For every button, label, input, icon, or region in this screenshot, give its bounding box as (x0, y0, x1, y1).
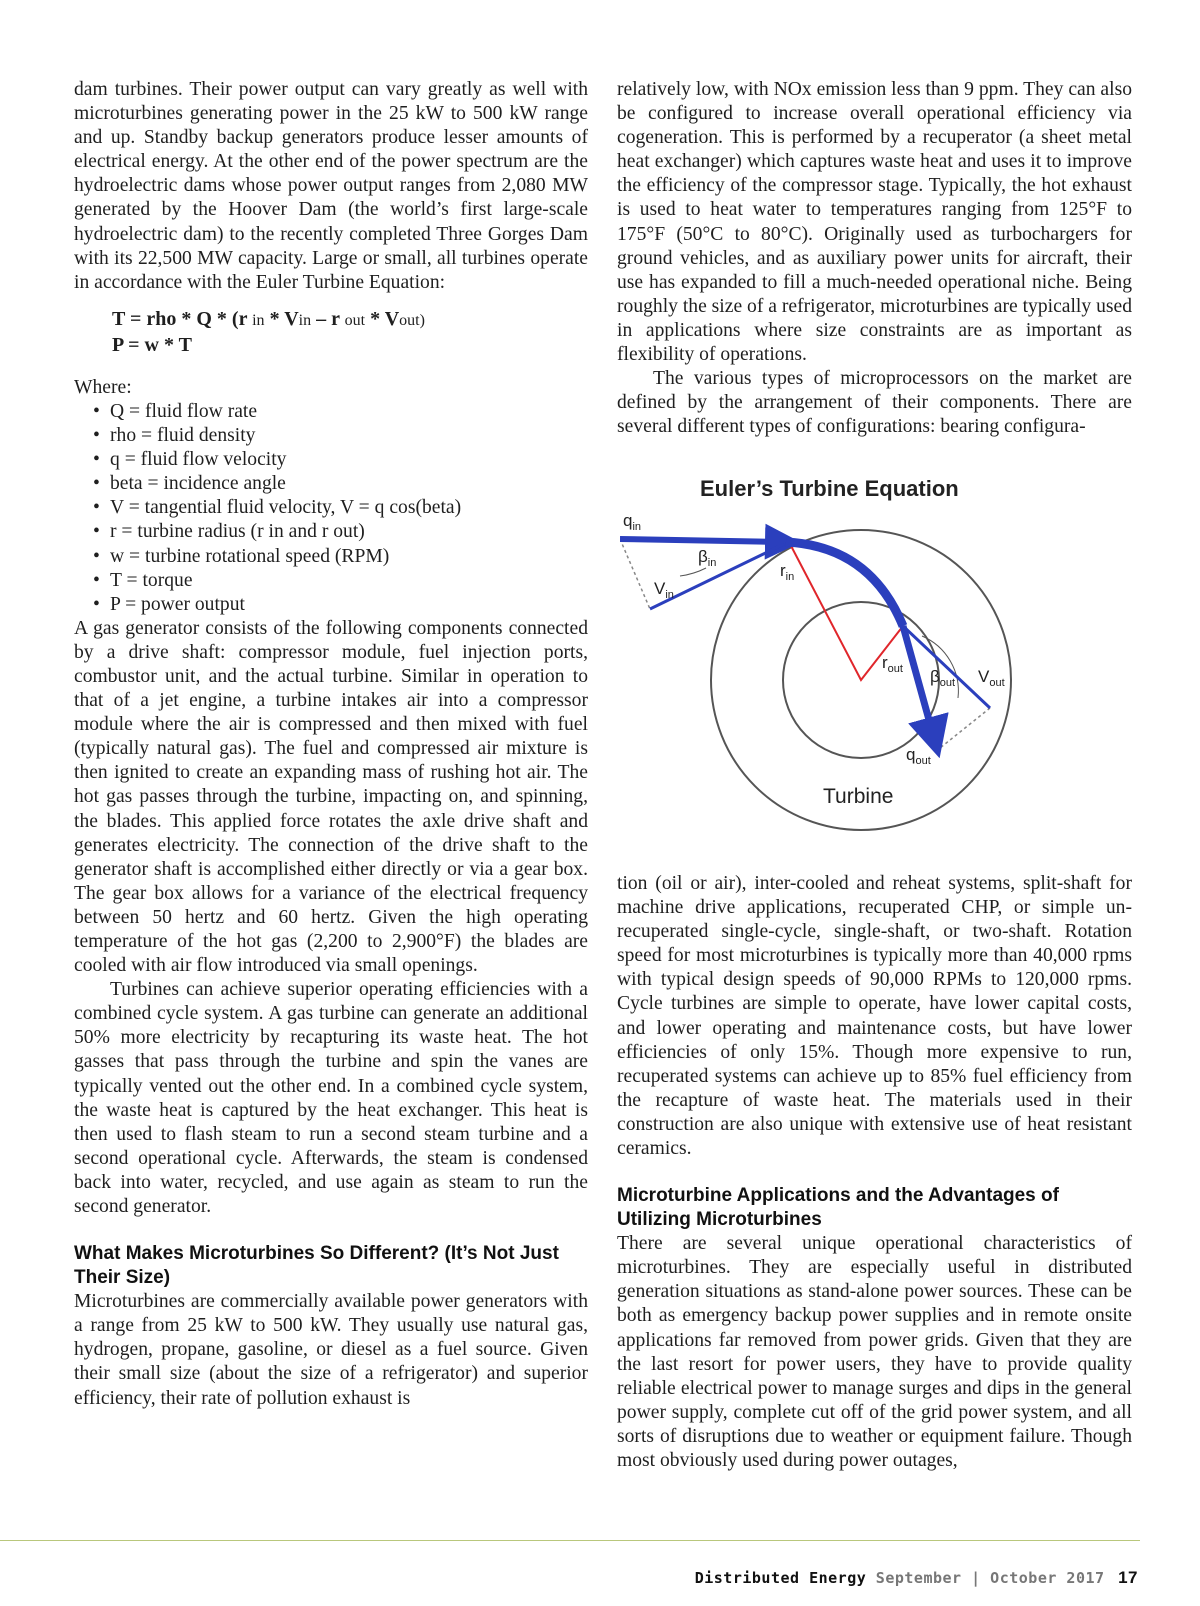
right-paragraph-3: tion (oil or air), inter-cooled and reheat systems, split-shaft for machine drive applications, recuperated CHP, or simple un-recuperated single-cycle, single-shaft, or two-shaft. Rotation speed for most microturbines is typically more than 40,000 rpms with typical design speeds of 90,000 RPMs to 120,000 rpms. Cycle turbines are simple to operate, have lower capital costs, and lower operating and maintenance costs, but have lower efficiencies of only 15%. Though more expensive to run, recuperated systems can achieve up to 85% fuel efficiency from the recapture of waste heat. The materials used in their construction are also unique with extensive use of heat resistant ceramics. (617, 873, 1132, 1160)
left-paragraph-1: dam turbines. Their power output can vary greatly as well with microturbines generating power in the 25 kW to 500 kW range and up. Standby backup generators produce lesser amounts of electrical energy. At the other end of the power spectrum are the hydroelectric dams whose power output ranges from 2,080 MW generated by the Hoover Dam (the world’s first large-scale hydroelectric dam) to the recently completed Three Gorges Dam with its 22,500 MW capacity. Large or small, all turbines operate in accordance with the Euler Turbine Equation: (74, 79, 588, 293)
equation-line-2: P = w * T (112, 333, 192, 356)
beta-in-arc (680, 568, 706, 576)
right-paragraph-1: relatively low, with NOx emission less than 9 ppm. They can also be configured to increase overall operational efficiency via cogeneration. This is performed by a recuperator (a sheet metal heat exchanger) which captures waste heat and uses it to improve the efficiency of the compressor stage. Typically, the hot exhaust is used to heat water to temperatures ranging from 125°F to 175°F (50°C to 80°C). Originally used as turbochargers for ground vehicles, and as auxiliary power units for aircraft, their use has expanded to fill a much-needed operational niche. Being roughly the size of a refrigerator, microturbines are typically used in applications where size constraints are as important as flexibility of operations. (617, 79, 1132, 366)
left-paragraph-2: A gas generator consists of the following components connected by a drive shaft: compressor module, fuel injection ports, combustor unit, and the actual turbine. Similar in operation to that of a jet engine, a turbine intakes air into a compressor module where the air is compressed and then mixed with fuel (typically natural gas). The fuel and compressed air mixture is then ignited to create an expanding mass of rushing hot air. The hot gas passes through the turbine, impacting on, and spinning, the blades. This applied force rotates the axle drive shaft and generates electricity. The connection of the drive shaft to the generator shaft is accomplished either directly or via a gear box. The gear box allows for a variance of the electrical frequency between 50 hertz and 60 hertz. Given the high operating temperature of the hot gas (2,200 to 2,900°F) the blades are cooled with air flow introduced via small openings. (74, 617, 588, 977)
list-item: • beta = incidence angle (110, 472, 588, 496)
label-beta-in: $\beta_{in}$ (698, 547, 717, 569)
label-v-in: $V_{in}$ (654, 579, 674, 601)
right-paragraph-2: The various types of microprocessors on the market are defined by the arrangement of their components. There are several different types of configurations: bearing configura- (617, 368, 1132, 438)
section-heading-applications: Microturbine Applications and the Advantages of Utilizing Microturbines (617, 1185, 1059, 1231)
left-column (74, 78, 588, 1411)
euler-diagram (620, 476, 1060, 856)
label-v-out: $V_{out}$ (978, 667, 1005, 689)
left-paragraph-3: Turbines can achieve superior operating efficiencies with a combined cycle system. A gas turbine can generate an additional 50% more electricity by recapturing its waste heat. The hot gasses that pass through the turbine and spin the vanes are typically vented out the other end. In a combined cycle system, the waste heat is captured by the heat exchanger. This heat is then used to flash steam to run a second steam turbine and a second operational cycle. Afterwards, the steam is condensed back into water, recycled, and use again as steam to run the second generator. (74, 979, 588, 1218)
label-q-in: $q_{in}$ (623, 511, 642, 533)
blade-path (786, 542, 903, 626)
v-out-projection (940, 708, 990, 748)
euler-turbine-figure (620, 476, 1060, 856)
list-item: • r = turbine radius (r in and r out) (110, 520, 588, 544)
euler-equation (112, 307, 588, 358)
list-item: • rho = fluid density (110, 424, 588, 448)
equation-line-1: T = rho * Q * (r in * Vin – r out * Vout) (112, 307, 425, 330)
list-item: • w = turbine rotational speed (RPM) (110, 545, 588, 569)
page-number: 17 (1118, 1568, 1138, 1587)
list-item: • P = power output (110, 593, 588, 617)
figure-title: Euler’s Turbine Equation (700, 476, 959, 501)
right-column-lower (617, 872, 1132, 1473)
list-item: • q = fluid flow velocity (110, 448, 588, 472)
right-paragraph-4: There are several unique operational characteristics of microturbines. They are especially useful in distributed generation situations as stand-alone power sources. These can be both as emergency backup power supplies and in remote onsite applications far removed from power grids. Given that they are the last resort for power users, they have to provide quality reliable electrical power to manage surges and dips in the general power supply, complete cut off of the grid power system, and all sorts of disruptions due to weather or equipment failure. Though most obviously used during power outages, (617, 1233, 1132, 1471)
label-turbine: Turbine (823, 785, 894, 808)
page-footer (695, 1568, 1138, 1588)
label-r-in: $r_{in}$ (780, 561, 795, 583)
variable-list (74, 400, 588, 617)
list-item: • T = torque (110, 569, 588, 593)
v-in-projection (620, 539, 650, 609)
right-column (617, 78, 1132, 439)
label-beta-out: $\beta_{out}$ (930, 667, 956, 689)
left-paragraph-4: Microturbines are commercially available power generators with a range from 25 kW to 500 kW. They usually use natural gas, hydrogen, propane, gasoline, or diesel as a fuel source. Given their small size (about the size of a refrigerator) and superior efficiency, their rate of pollution exhaust is (74, 1291, 588, 1409)
list-item: • Q = fluid flow rate (110, 400, 588, 424)
label-q-out: $q_{out}$ (906, 745, 931, 767)
list-item: • V = tangential fluid velocity, V = q cos(beta) (110, 496, 588, 520)
section-heading-different: What Makes Microturbines So Different? (It’s Not Just Their Size) (74, 1243, 559, 1289)
q-in-arrow (620, 539, 783, 542)
footer-publication: Distributed Energy (694, 1569, 867, 1587)
where-label: Where: (74, 376, 132, 398)
label-r-out: $r_{out}$ (882, 653, 903, 675)
footer-issue: September | October 2017 (875, 1569, 1105, 1587)
footer-divider (0, 1540, 1140, 1541)
